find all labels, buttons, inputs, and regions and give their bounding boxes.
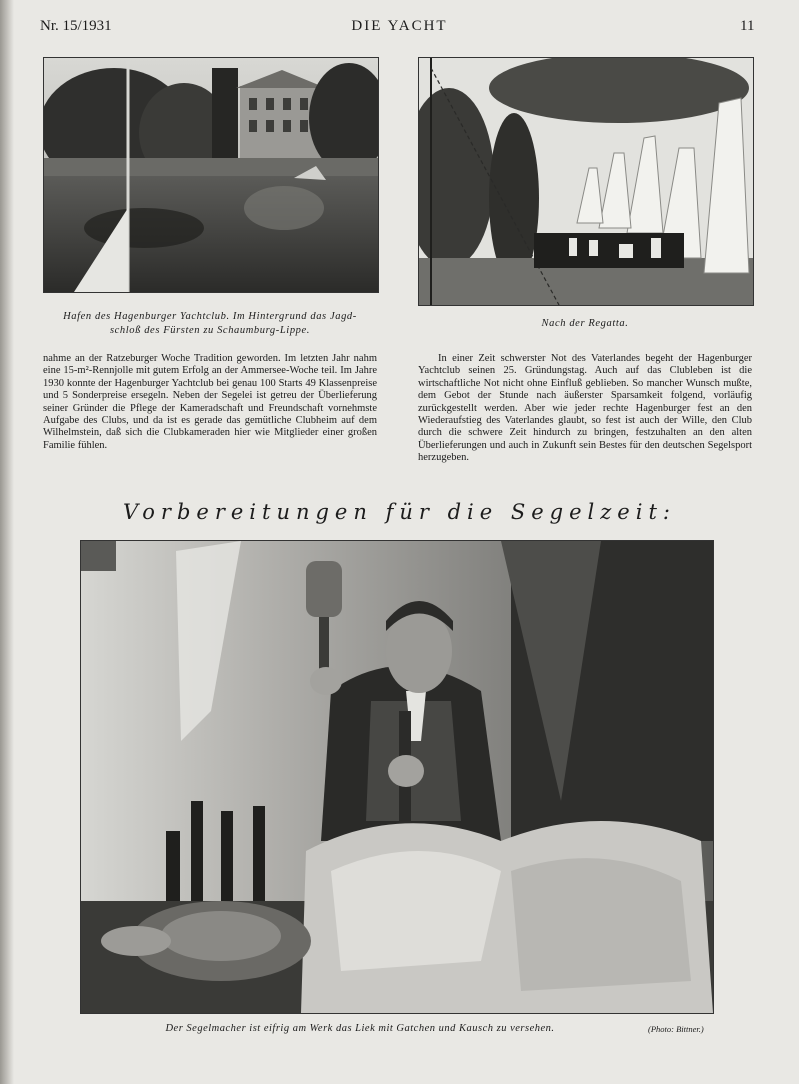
harbour-caption-line-1: Hafen des Hagenburger Yachtclub. Im Hintergrund das Jagd-	[63, 311, 357, 322]
right-text-column	[418, 353, 752, 465]
regatta-photo-caption: Nach der Regatta.	[541, 318, 629, 329]
sailmaker-photo	[80, 540, 714, 1014]
harbour-photo-caption	[43, 310, 377, 338]
harbour-photo	[43, 57, 379, 293]
page-binding-shadow	[0, 0, 14, 1084]
sailmaker-photo-caption: Der Segelmacher ist eifrig am Werk das Liek mit Gatchen und Kausch zu versehen.	[165, 1023, 555, 1034]
left-text-column	[43, 353, 377, 452]
photo-credit: (Photo: Bittner.)	[648, 1024, 704, 1034]
sailmaker-photo-image	[81, 541, 713, 1013]
issue-number: Nr. 15/1931	[40, 18, 112, 34]
harbour-photo-image	[44, 58, 378, 292]
section-title: Vorbereitungen für die Segelzeit:	[123, 500, 676, 524]
page-number: 11	[740, 18, 755, 34]
left-paragraph: nahme an der Ratzeburger Woche Tradition geworden. Im letzten Jahr nahm eine 15-m²-Rennjolle mit gutem Erfolg an der Ammersee-Woche teil. Im Jahre 1930 konnte der Hagenburger Yachtclub bei genau 100 Starts 49 Klassenpreise und 5 Sonderpreise ersegeln. Neben der Segelei ist getreu der Überlieferung seiner Gründer die Pflege der Kameradschaft und Freundschaft vornehmste Aufgabe des Clubs, und da ist es gerade das gemütliche Clubheim auf dem Wilhelmstein, daß sich die Clubkameraden hier wie Mitglieder einer großen Familie fühlen.	[43, 353, 377, 451]
magazine-title: DIE YACHT	[351, 18, 448, 34]
regatta-photo-image	[419, 58, 753, 305]
harbour-caption-line-2: schloß des Fürsten zu Schaumburg-Lippe.	[109, 325, 311, 336]
right-paragraph: In einer Zeit schwerster Not des Vaterlandes begeht der Hagenburger Yachtclub seinen 25. Gründungstag. Auch auf das Clubleben ist die wirtschaftliche Not nicht ohne Einfluß geblieben. So mancher Wunsch mußte, dem Gebot der Stunde nach äußerster Sparsamkeit folgend, vorläufig zurückgestellt werden. Aber wie jeder rechte Hagenburger fest an den Wiederaufstieg des Vaterlandes glaubt, so fest ist auch der Wille, den Club durch die schwere Zeit hindurch zu bringen, festzuhalten an den alten Überlieferungen und auch in Zukunft sein Bestes für den deutschen Segelsport herzugeben.	[418, 353, 752, 464]
regatta-photo	[418, 57, 754, 306]
